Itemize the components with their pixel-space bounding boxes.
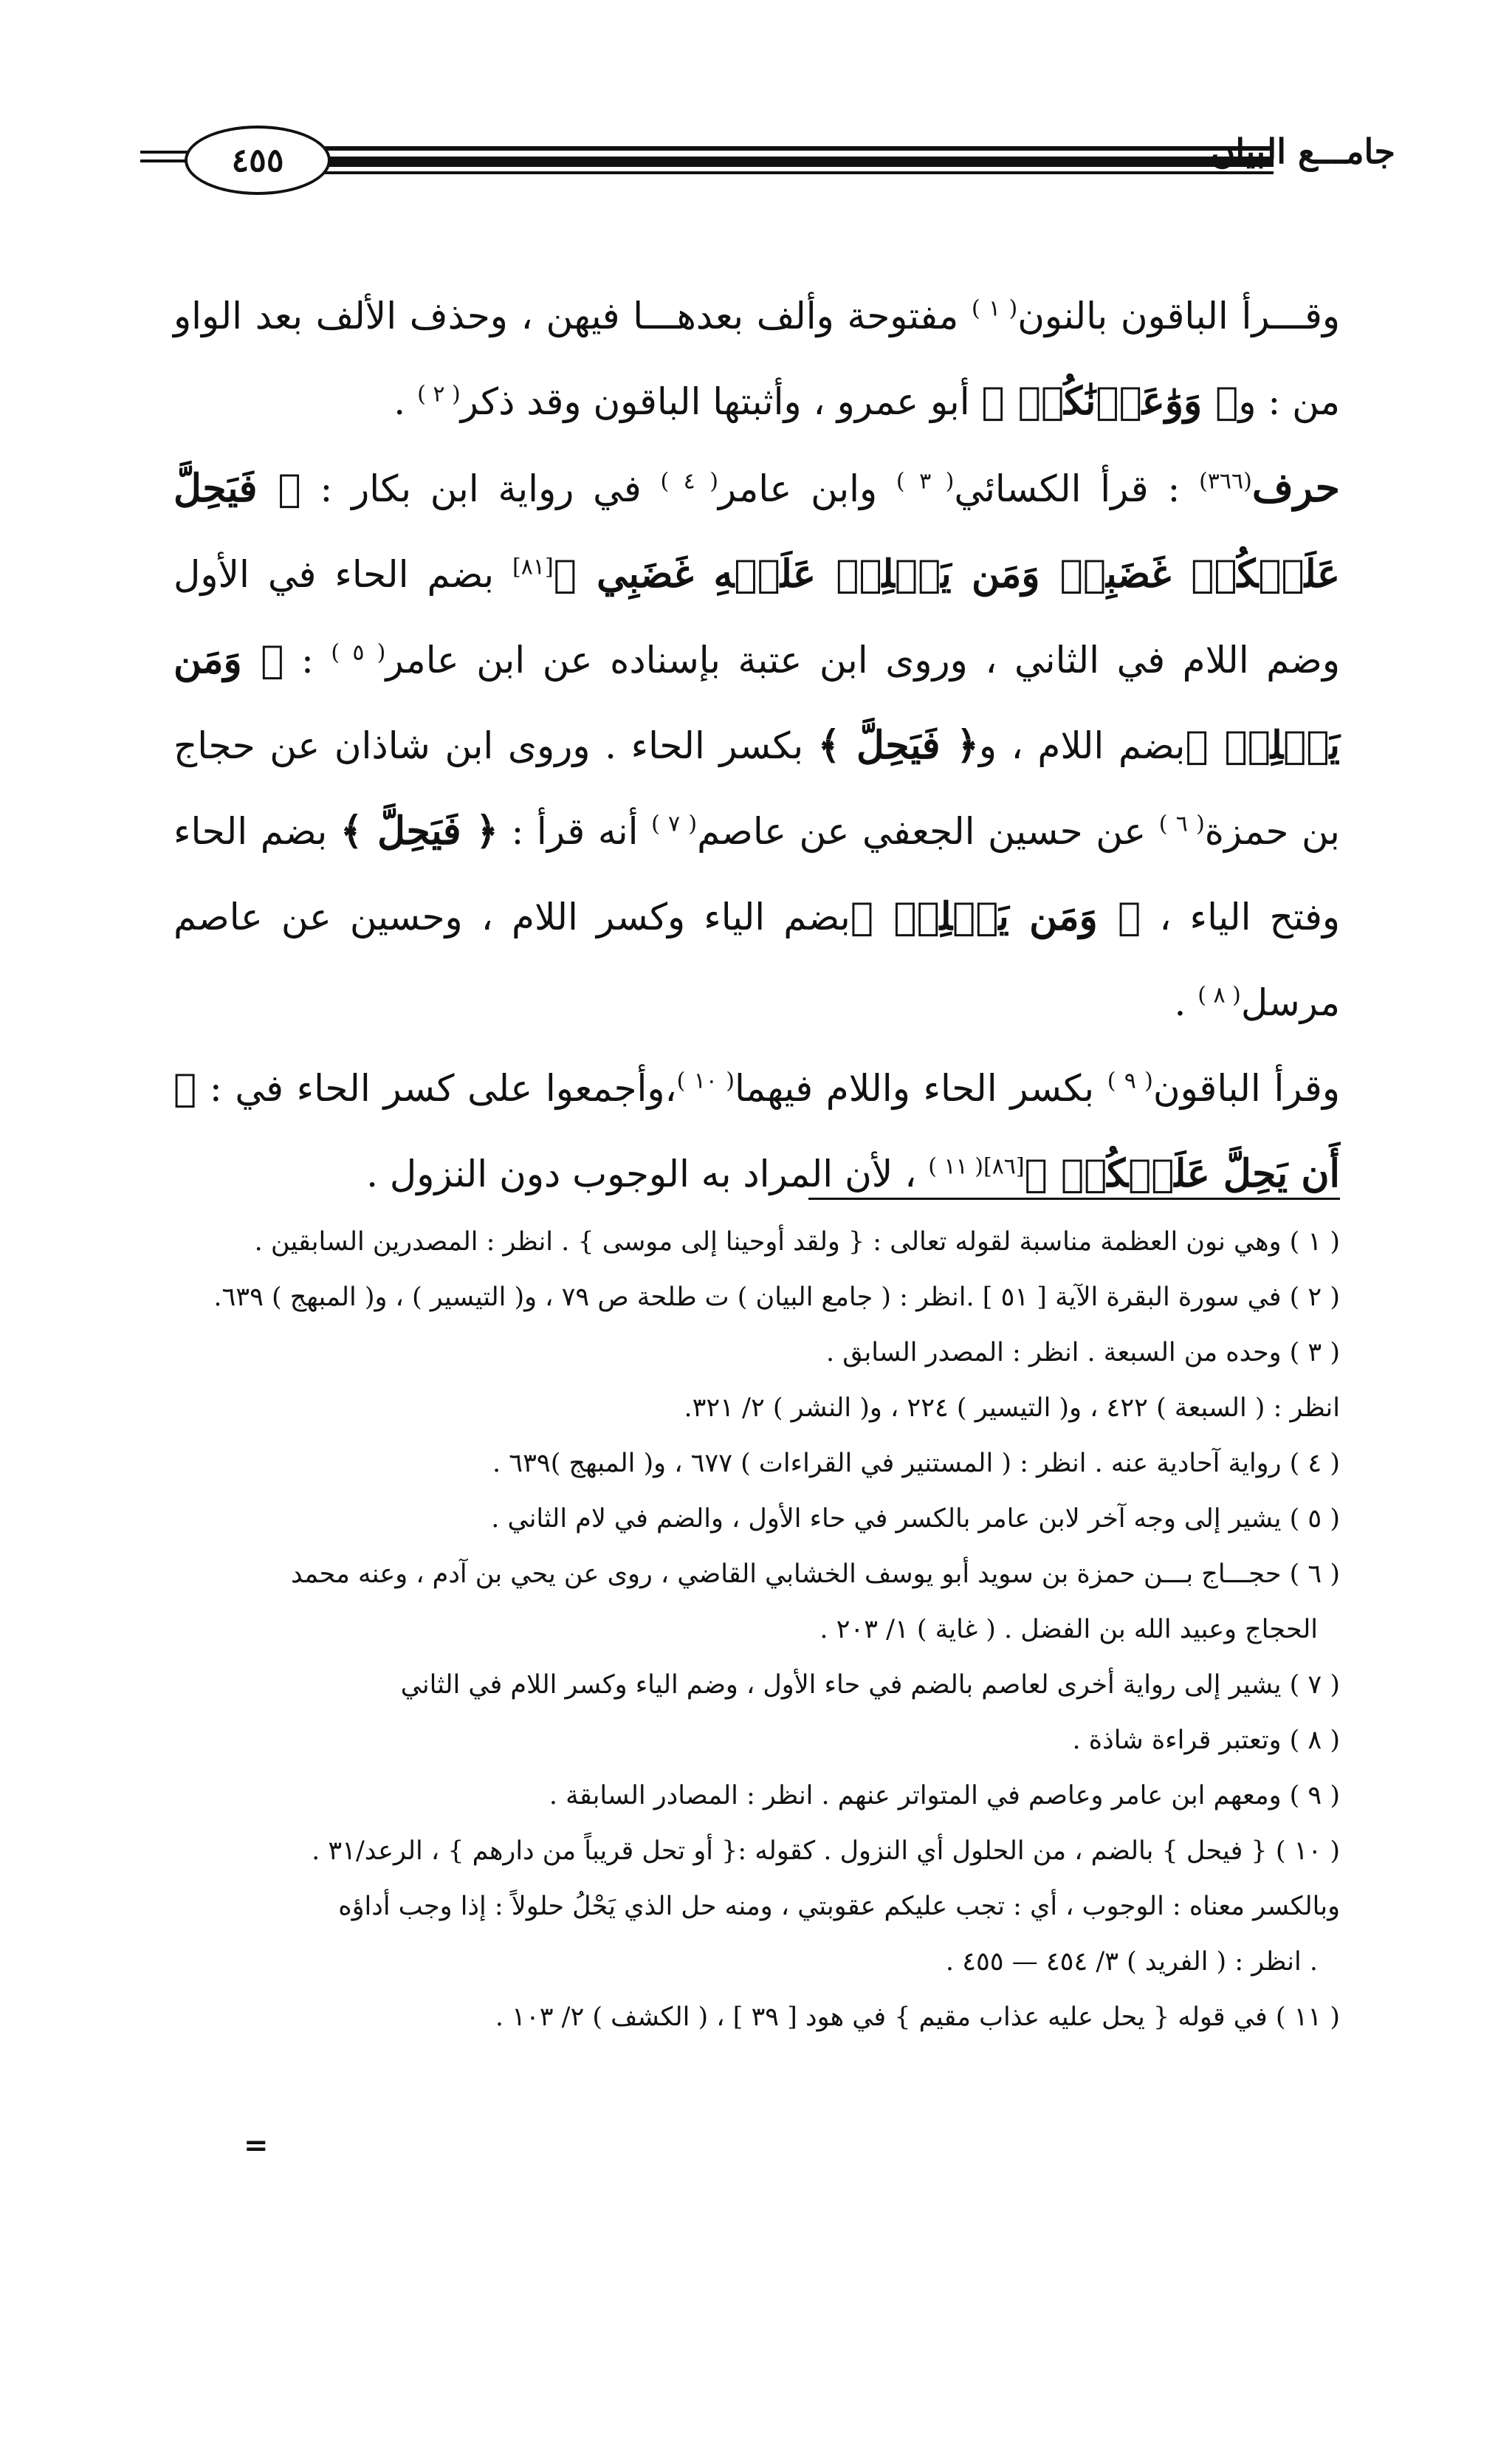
footnote: ( ٩ ) ومعهم ابن عامر وعاصم في المتواتر عنهم . انظر : المصادر السابقة . <box>549 1781 1340 1810</box>
verse-ref: [٨٦] <box>983 1153 1025 1180</box>
header-rule <box>321 146 1274 151</box>
continuation-mark: = <box>244 2128 269 2163</box>
section-label: حرف <box>1251 464 1341 511</box>
text-run: عن حسين الجعفي عن عاصم <box>697 810 1159 853</box>
footnote: ( ٢ ) في سورة البقرة الآية [ ٥١ ] .انظر : ( جامع البيان ) ت طلحة ص ٧٩ ، و( التيسير ) ، و( المبهج ) ٦٣٩. <box>213 1283 1340 1312</box>
text-run: بكسر الحاء واللام فيهما <box>734 1067 1107 1110</box>
footnote-continuation: . انظر : ( الفريد ) ٣/ ٤٥٤ — ٤٥٥ . <box>945 1947 1318 1977</box>
text-run: : <box>284 639 331 682</box>
header-rule <box>140 151 192 154</box>
quran-quote: ﴿ فَيَحِلَّ عَلَيۡكُمۡ غَضَبِيۖ وَمَن يَحۡلِلۡ عَلَيۡهِ غَضَبِي ﴾ <box>173 466 1341 597</box>
section-number: (٣٦٦) <box>1199 468 1252 495</box>
running-title: جامـــع البيان <box>1210 131 1395 171</box>
text-run: مفتوحة وألف بعدهـــا فيهن ، وحذف الألف بعد الواو من : و <box>173 295 1340 423</box>
footnote-continuation: الحجاج وعبيد الله بن الفضل . ( غاية ) ١/ ٢٠٣ . <box>819 1615 1318 1644</box>
quran-quote: ﴿ أَن يَحِلَّ عَلَيۡكُمۡ ﴾ <box>173 1065 1340 1196</box>
footnote: ( ١٠ ) { فيحل } بالضم ، من الحلول أي النزول . كقوله :{ أو تحل قريباً من دارهم } ، الرعد/٣١ . <box>312 1836 1340 1866</box>
footnote-continuation: وبالكسر معناه : الوجوب ، أي : تجب عليكم عقوبتي ، ومنه حل الذي يَحْلُ حلولاً : إذا وجب أداؤه <box>338 1892 1340 1921</box>
footnote-ref: ( ١١ ) <box>928 1153 983 1180</box>
text-run: أنه قرأ : <box>498 810 652 853</box>
main-text <box>173 273 1340 1217</box>
quran-quote: ﴿ وَمَن يَحۡلِلۡ ﴾ <box>173 637 1340 768</box>
text-run: وابن عامر <box>718 467 896 510</box>
header-rule <box>321 157 1274 167</box>
footnote-ref: ( ٦ ) <box>1158 811 1205 837</box>
paragraph <box>173 1046 1340 1217</box>
text-run: بضم الحاء وفتح الياء ، <box>173 810 1341 938</box>
footnote: ( ٧ ) يشير إلى رواية أخرى لعاصم بالضم في حاء الأول ، وضم الياء وكسر اللام في الثاني <box>400 1670 1340 1700</box>
text-run: ، لأن المراد به الوجوب دون النزول . <box>366 1153 929 1195</box>
footnote-separator <box>808 1198 1340 1200</box>
paragraph <box>173 273 1340 445</box>
text-run: في رواية ابن بكار : <box>300 467 661 510</box>
footnote: ( ١١ ) في قوله { يحل عليه عذاب مقيم } في هود [ ٣٩ ] ، ( الكشف ) ٢/ ١٠٣ . <box>495 2002 1340 2032</box>
quran-quote: ﴿ فَيَحِلَّ ﴾ <box>340 809 498 854</box>
quran-quote: ﴿ وَوَٰعَدۡنَٰكُمۡ ﴾ <box>981 379 1239 424</box>
footnote-ref: ( ٢ ) <box>417 381 461 408</box>
footnote-ref: ( ٥ ) <box>331 639 386 666</box>
footnote-ref: ( ٩ ) <box>1107 1068 1153 1094</box>
footnote: ( ١ ) وهي نون العظمة مناسبة لقوله تعالى : { ولقد أوحينا إلى موسى } . انظر : المصدرين السابقين . <box>254 1227 1340 1257</box>
text-run: : قرأ الكسائي <box>954 467 1200 510</box>
footnote: ( ٦ ) حجـــاج بـــن حمزة بن سويد أبو يوسف الخشابي القاضي ، روى عن يحي بن آدم ، وعنه محمد <box>290 1559 1340 1589</box>
footnote: ( ٤ ) رواية آحادية عنه . انظر : ( المستنير في القراءات ) ٦٧٧ ، و( المبهج )٦٣٩ . <box>492 1449 1340 1478</box>
verse-ref: [٨١] <box>512 554 554 580</box>
text-run: وقـــرأ الباقون بالنون <box>1017 295 1341 337</box>
header-rule <box>321 171 1274 174</box>
text-run: بضم اللام ، و <box>978 724 1186 767</box>
quran-quote: ﴿ فَيَحِلَّ ﴾ <box>817 723 979 768</box>
footnote-ref: ( ١ ) <box>971 295 1018 322</box>
footnote: ( ٣ ) وحده من السبعة . انظر : المصدر السابق . <box>826 1338 1340 1367</box>
footnote: ( ٨ ) وتعتبر قراءة شاذة . <box>1072 1726 1340 1755</box>
text-run: وقرأ الباقون <box>1152 1067 1340 1110</box>
text-run: بضم الياء وكسر اللام ، وحسين عن عاصم مرسل <box>173 896 1340 1024</box>
footnote-ref: ( ٧ ) <box>651 811 698 837</box>
text-run: أبو عمرو ، وأثبتها الباقون وقد ذكر <box>460 380 982 423</box>
footnote: ( ٥ ) يشير إلى وجه آخر لابن عامر بالكسر في حاء الأول ، والضم في لام الثاني . <box>491 1504 1340 1534</box>
text-run: بضم الحاء في الأول وضم اللام في الثاني ، وروى ابن عتبة بإسناده عن ابن عامر <box>173 553 1341 682</box>
text-run: بكسر الحاء . وروى ابن شاذان عن حجاج بن حمزة <box>173 724 1340 853</box>
footnote-ref: ( ٣ ) <box>896 468 955 495</box>
footnote: انظر : ( السبعة ) ٤٢٢ ، و( التيسير ) ٢٢٤ ، و( النشر ) ٢/ ٣٢١. <box>684 1393 1340 1423</box>
text-run: . <box>394 380 418 423</box>
footnote-ref: ( ١٠ ) <box>676 1068 735 1094</box>
footnote-ref: ( ٨ ) <box>1197 982 1241 1009</box>
paragraph <box>173 445 1340 1046</box>
page-header <box>140 126 1395 207</box>
page-number: ٤٥٥ <box>185 126 331 195</box>
footnotes <box>173 1215 1340 2045</box>
quran-quote: ﴿ وَمَن يَحۡلِلۡ ﴾ <box>850 894 1141 939</box>
text-run: . <box>1174 981 1198 1024</box>
footnote-ref: ( ٤ ) <box>660 468 718 495</box>
text-run: ،وأجمعوا على كسر الحاء في : <box>196 1067 677 1110</box>
